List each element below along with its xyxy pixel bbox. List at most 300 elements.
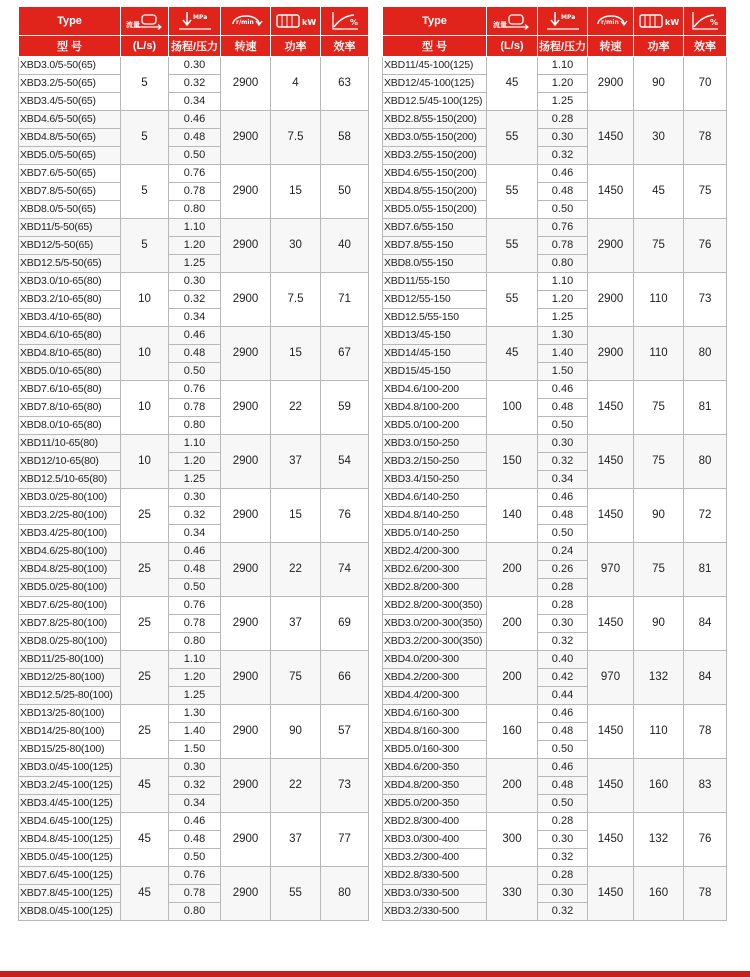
type-header: Type: [383, 7, 487, 36]
head-pressure-cell: 0.76: [169, 867, 221, 885]
head-pressure-cell: 0.46: [538, 381, 588, 399]
model-cell: XBD4.8/200-350: [383, 777, 487, 795]
pump-spec-table-right: [382, 6, 727, 921]
head-pressure-cell: 0.50: [169, 579, 221, 597]
model-cell: XBD3.2/150-250: [383, 453, 487, 471]
speed-cell: 970: [588, 651, 634, 705]
power-cell: 75: [634, 219, 684, 273]
efficiency-cell: 78: [684, 867, 727, 921]
table-row: [383, 219, 727, 237]
flow-label: 流量: [125, 21, 140, 29]
model-cell: XBD3.2/330-500: [383, 903, 487, 921]
model-cell: XBD2.8/300-400: [383, 813, 487, 831]
bottom-red-bar: [0, 971, 750, 977]
head-pressure-cell: 0.34: [169, 525, 221, 543]
flow-cell: 25: [121, 543, 169, 597]
power-cell: 37: [271, 435, 321, 489]
model-cell: XBD12.5/45-100(125): [383, 93, 487, 111]
model-cell: XBD3.0/150-250: [383, 435, 487, 453]
table-row: [383, 705, 727, 723]
speed-cell: 2900: [221, 165, 271, 219]
head-pressure-cell: 0.48: [538, 723, 588, 741]
table-row: [383, 273, 727, 291]
flow-cell: 200: [487, 651, 538, 705]
power-cell: 15: [271, 165, 321, 219]
flow-cell: 5: [121, 57, 169, 111]
speed-cell: 2900: [221, 543, 271, 597]
model-cell: XBD12/55-150: [383, 291, 487, 309]
power-cell: 37: [271, 597, 321, 651]
flow-cell: 55: [487, 219, 538, 273]
model-cell: XBD13/25-80(100): [19, 705, 121, 723]
table-row: [383, 867, 727, 885]
model-cell: XBD5.0/200-350: [383, 795, 487, 813]
power-cell: 22: [271, 543, 321, 597]
flow-cell: 25: [121, 489, 169, 543]
model-cell: XBD8.0/5-50(65): [19, 201, 121, 219]
head-pressure-cell: 1.40: [169, 723, 221, 741]
model-cell: XBD3.4/150-250: [383, 471, 487, 489]
flow-cell: 300: [487, 813, 538, 867]
model-cell: XBD8.0/45-100(125): [19, 903, 121, 921]
speed-cell: 2900: [588, 57, 634, 111]
head-pressure-cell: 0.80: [169, 417, 221, 435]
flow-cell: 10: [121, 435, 169, 489]
table-row: [383, 489, 727, 507]
flow-cell: 5: [121, 111, 169, 165]
head-pressure-cell: 0.80: [538, 255, 588, 273]
table-row: [19, 489, 369, 507]
head-pressure-cell: 0.34: [538, 471, 588, 489]
head-header: 扬程/压力: [538, 36, 588, 57]
head-pressure-cell: 1.10: [169, 435, 221, 453]
flow-cell: 5: [121, 219, 169, 273]
model-cell: XBD7.8/55-150: [383, 237, 487, 255]
model-cell: XBD4.8/140-250: [383, 507, 487, 525]
model-cell: XBD12.5/10-65(80): [19, 471, 121, 489]
head-pressure-cell: 0.32: [538, 453, 588, 471]
model-cell: XBD3.0/200-300(350): [383, 615, 487, 633]
table-row: [19, 327, 369, 345]
speed-cell: 2900: [221, 381, 271, 435]
efficiency-cell: 80: [684, 435, 727, 489]
model-cell: XBD5.0/10-65(80): [19, 363, 121, 381]
head-pressure-cell: 1.25: [538, 93, 588, 111]
top-edge: [0, 0, 750, 1]
efficiency-icon-header: [684, 7, 727, 36]
power-cell: 75: [634, 381, 684, 435]
speed-cell: 2900: [221, 597, 271, 651]
head-pressure-cell: 0.46: [538, 165, 588, 183]
head-pressure-cell: 0.44: [538, 687, 588, 705]
power-cell: 110: [634, 327, 684, 381]
efficiency-cell: 84: [684, 597, 727, 651]
efficiency-unit-label: %: [349, 18, 358, 27]
model-cell: XBD4.8/55-150(200): [383, 183, 487, 201]
head-pressure-cell: 0.50: [538, 741, 588, 759]
model-cell: XBD3.0/10-65(80): [19, 273, 121, 291]
head-pressure-cell: 0.32: [538, 903, 588, 921]
model-cell: XBD2.8/200-300(350): [383, 597, 487, 615]
model-cell: XBD8.0/55-150: [383, 255, 487, 273]
efficiency-cell: 73: [321, 759, 369, 813]
flow-cell: 25: [121, 597, 169, 651]
efficiency-cell: 84: [684, 651, 727, 705]
model-cell: XBD3.2/5-50(65): [19, 75, 121, 93]
table-row: [19, 57, 369, 75]
power-icon-header: [271, 7, 321, 36]
model-cell: XBD11/45-100(125): [383, 57, 487, 75]
table-row: [383, 435, 727, 453]
model-cell: XBD5.0/160-300: [383, 741, 487, 759]
efficiency-cell: 54: [321, 435, 369, 489]
model-cell: XBD3.4/25-80(100): [19, 525, 121, 543]
table-row: [383, 813, 727, 831]
power-icon-header: [634, 7, 684, 36]
power-cell: 37: [271, 813, 321, 867]
model-cell: XBD5.0/45-100(125): [19, 849, 121, 867]
model-cell: XBD4.4/200-300: [383, 687, 487, 705]
model-cell: XBD4.8/25-80(100): [19, 561, 121, 579]
table-row: [19, 705, 369, 723]
pressure-unit-label: MPa: [192, 14, 207, 21]
model-cell: XBD4.8/100-200: [383, 399, 487, 417]
efficiency-cell: 71: [321, 273, 369, 327]
head-pressure-cell: 0.76: [169, 165, 221, 183]
efficiency-unit-label: %: [710, 18, 719, 27]
head-pressure-cell: 1.20: [169, 453, 221, 471]
head-pressure-cell: 0.28: [538, 597, 588, 615]
flow-cell: 25: [121, 705, 169, 759]
table-row: [19, 165, 369, 183]
flow-icon-header: [487, 7, 538, 36]
head-pressure-cell: 0.80: [169, 633, 221, 651]
power-cell: 90: [634, 57, 684, 111]
model-cell: XBD3.4/45-100(125): [19, 795, 121, 813]
efficiency-cell: 81: [684, 381, 727, 435]
table-row: [19, 867, 369, 885]
head-pressure-cell: 0.46: [169, 543, 221, 561]
model-cell: XBD4.2/200-300: [383, 669, 487, 687]
head-pressure-cell: 0.46: [538, 759, 588, 777]
efficiency-cell: 77: [321, 813, 369, 867]
table-row: [19, 597, 369, 615]
speed-icon-header: [221, 7, 271, 36]
head-pressure-cell: 1.10: [169, 651, 221, 669]
head-pressure-cell: 0.46: [169, 327, 221, 345]
efficiency-header: 效率: [684, 36, 727, 57]
head-pressure-cell: 1.40: [538, 345, 588, 363]
efficiency-cell: 75: [684, 165, 727, 219]
speed-cell: 2900: [221, 759, 271, 813]
head-pressure-cell: 0.48: [169, 129, 221, 147]
model-cell: XBD3.4/10-65(80): [19, 309, 121, 327]
head-pressure-cell: 0.34: [169, 309, 221, 327]
head-pressure-cell: 0.30: [538, 831, 588, 849]
model-cell: XBD7.8/45-100(125): [19, 885, 121, 903]
power-cell: 110: [634, 273, 684, 327]
model-cell: XBD12/45-100(125): [383, 75, 487, 93]
speed-cell: 2900: [221, 273, 271, 327]
model-cell: XBD4.8/160-300: [383, 723, 487, 741]
head-pressure-cell: 0.32: [169, 291, 221, 309]
head-pressure-cell: 0.46: [538, 489, 588, 507]
head-pressure-cell: 0.28: [538, 813, 588, 831]
model-cell: XBD12.5/5-50(65): [19, 255, 121, 273]
flow-cell: 5: [121, 165, 169, 219]
model-cell: XBD7.6/5-50(65): [19, 165, 121, 183]
head-pressure-cell: 0.76: [169, 597, 221, 615]
head-pressure-cell: 0.76: [538, 219, 588, 237]
model-cell: XBD12/10-65(80): [19, 453, 121, 471]
head-pressure-cell: 0.50: [538, 201, 588, 219]
model-cell: XBD15/25-80(100): [19, 741, 121, 759]
head-pressure-cell: 0.78: [169, 885, 221, 903]
speed-cell: 2900: [221, 651, 271, 705]
model-cell: XBD8.0/10-65(80): [19, 417, 121, 435]
head-pressure-cell: 0.48: [169, 345, 221, 363]
head-pressure-cell: 0.32: [538, 147, 588, 165]
model-cell: XBD3.0/300-400: [383, 831, 487, 849]
speed-cell: 2900: [221, 435, 271, 489]
table-row: [383, 57, 727, 75]
head-pressure-cell: 0.76: [169, 381, 221, 399]
model-cell: XBD4.8/10-65(80): [19, 345, 121, 363]
head-pressure-cell: 0.80: [169, 201, 221, 219]
head-pressure-cell: 0.34: [169, 93, 221, 111]
power-cell: 30: [634, 111, 684, 165]
head-pressure-cell: 0.78: [169, 183, 221, 201]
pump-spec-table-left: [18, 6, 369, 921]
head-pressure-cell: 0.46: [538, 705, 588, 723]
model-cell: XBD5.0/25-80(100): [19, 579, 121, 597]
model-cell: XBD2.8/55-150(200): [383, 111, 487, 129]
speed-icon-header: [588, 7, 634, 36]
head-pressure-cell: 0.30: [538, 129, 588, 147]
pressure-icon-header: [538, 7, 588, 36]
speed-cell: 1450: [588, 489, 634, 543]
head-pressure-cell: 0.30: [538, 435, 588, 453]
model-cell: XBD5.0/55-150(200): [383, 201, 487, 219]
speed-cell: 2900: [221, 867, 271, 921]
speed-cell: 1450: [588, 597, 634, 651]
head-pressure-cell: 1.10: [538, 273, 588, 291]
head-pressure-cell: 0.26: [538, 561, 588, 579]
efficiency-cell: 78: [684, 705, 727, 759]
head-pressure-cell: 1.10: [169, 219, 221, 237]
speed-cell: 2900: [221, 111, 271, 165]
efficiency-curve-icon: [688, 10, 722, 32]
table-row: [19, 759, 369, 777]
head-pressure-cell: 0.32: [169, 507, 221, 525]
power-header: 功率: [271, 36, 321, 57]
head-pressure-cell: 0.48: [169, 831, 221, 849]
head-pressure-cell: 1.20: [538, 291, 588, 309]
power-cell: 132: [634, 651, 684, 705]
flow-cell: 100: [487, 381, 538, 435]
efficiency-cell: 66: [321, 651, 369, 705]
head-header: 扬程/压力: [169, 36, 221, 57]
head-pressure-cell: 0.30: [169, 273, 221, 291]
efficiency-cell: 58: [321, 111, 369, 165]
power-cell: 90: [634, 489, 684, 543]
model-cell: XBD7.8/5-50(65): [19, 183, 121, 201]
head-pressure-cell: 0.46: [169, 111, 221, 129]
flow-unit-header: (L/s): [121, 36, 169, 57]
motor-icon: [274, 10, 318, 32]
power-cell: 90: [634, 597, 684, 651]
model-cell: XBD3.4/5-50(65): [19, 93, 121, 111]
head-pressure-cell: 0.50: [169, 147, 221, 165]
flow-cell: 10: [121, 273, 169, 327]
efficiency-cell: 80: [684, 327, 727, 381]
head-pressure-cell: 0.28: [538, 579, 588, 597]
efficiency-cell: 72: [684, 489, 727, 543]
flow-meter-icon: [492, 11, 532, 31]
flow-cell: 330: [487, 867, 538, 921]
model-cell: XBD12/5-50(65): [19, 237, 121, 255]
speed-unit-label: r/min: [600, 19, 619, 26]
flow-cell: 45: [487, 57, 538, 111]
power-cell: 55: [271, 867, 321, 921]
efficiency-cell: 59: [321, 381, 369, 435]
table-row: [19, 813, 369, 831]
head-pressure-cell: 0.48: [538, 399, 588, 417]
head-pressure-cell: 1.20: [538, 75, 588, 93]
table-row: [383, 759, 727, 777]
head-pressure-cell: 0.46: [169, 813, 221, 831]
speed-cell: 1450: [588, 165, 634, 219]
speed-cell: 2900: [221, 219, 271, 273]
model-cell: XBD7.6/25-80(100): [19, 597, 121, 615]
efficiency-cell: 70: [684, 57, 727, 111]
model-cell: XBD7.6/45-100(125): [19, 867, 121, 885]
table-row: [19, 543, 369, 561]
head-pressure-cell: 0.78: [169, 615, 221, 633]
flow-cell: 200: [487, 543, 538, 597]
model-cell: XBD4.6/25-80(100): [19, 543, 121, 561]
model-cell: XBD14/25-80(100): [19, 723, 121, 741]
power-cell: 75: [271, 651, 321, 705]
table-row: [383, 111, 727, 129]
table-body-left: [19, 57, 369, 921]
model-cell: XBD4.6/10-65(80): [19, 327, 121, 345]
head-pressure-cell: 0.42: [538, 669, 588, 687]
efficiency-cell: 76: [684, 813, 727, 867]
model-cell: XBD3.2/45-100(125): [19, 777, 121, 795]
flow-cell: 45: [121, 867, 169, 921]
efficiency-cell: 69: [321, 597, 369, 651]
power-unit-label: kW: [664, 18, 679, 27]
head-pressure-cell: 0.32: [169, 777, 221, 795]
head-pressure-cell: 1.25: [169, 471, 221, 489]
flow-cell: 45: [487, 327, 538, 381]
table-row: [19, 381, 369, 399]
model-cell: XBD7.6/55-150: [383, 219, 487, 237]
power-cell: 22: [271, 759, 321, 813]
speed-cell: 2900: [221, 705, 271, 759]
pressure-arrow-icon: [543, 10, 583, 32]
model-cell: XBD3.2/200-300(350): [383, 633, 487, 651]
head-pressure-cell: 1.20: [169, 237, 221, 255]
model-cell: XBD4.8/45-100(125): [19, 831, 121, 849]
efficiency-icon-header: [321, 7, 369, 36]
model-cell: XBD3.0/330-500: [383, 885, 487, 903]
head-pressure-cell: 0.48: [169, 561, 221, 579]
speed-cell: 1450: [588, 381, 634, 435]
efficiency-cell: 57: [321, 705, 369, 759]
power-cell: 7.5: [271, 273, 321, 327]
efficiency-header: 效率: [321, 36, 369, 57]
flow-cell: 55: [487, 165, 538, 219]
power-cell: 160: [634, 759, 684, 813]
speed-cell: 2900: [221, 57, 271, 111]
efficiency-curve-icon: [328, 10, 362, 32]
model-header: 型 号: [19, 36, 121, 57]
table-row: [383, 327, 727, 345]
table-row: [19, 435, 369, 453]
speed-cell: 2900: [588, 219, 634, 273]
model-cell: XBD4.6/140-250: [383, 489, 487, 507]
flow-cell: 150: [487, 435, 538, 489]
head-pressure-cell: 0.50: [169, 849, 221, 867]
model-cell: XBD7.6/10-65(80): [19, 381, 121, 399]
model-cell: XBD3.0/45-100(125): [19, 759, 121, 777]
model-cell: XBD11/10-65(80): [19, 435, 121, 453]
power-cell: 15: [271, 489, 321, 543]
model-cell: XBD4.0/200-300: [383, 651, 487, 669]
power-cell: 75: [634, 543, 684, 597]
flow-cell: 10: [121, 327, 169, 381]
table-row: [383, 165, 727, 183]
head-pressure-cell: 0.50: [538, 417, 588, 435]
flow-cell: 140: [487, 489, 538, 543]
head-pressure-cell: 0.30: [169, 57, 221, 75]
head-pressure-cell: 1.10: [538, 57, 588, 75]
speed-cell: 1450: [588, 867, 634, 921]
model-cell: XBD3.2/300-400: [383, 849, 487, 867]
model-cell: XBD4.6/5-50(65): [19, 111, 121, 129]
head-pressure-cell: 0.28: [538, 111, 588, 129]
efficiency-cell: 76: [684, 219, 727, 273]
model-cell: XBD5.0/5-50(65): [19, 147, 121, 165]
model-cell: XBD5.0/140-250: [383, 525, 487, 543]
efficiency-cell: 63: [321, 57, 369, 111]
power-cell: 75: [634, 435, 684, 489]
model-cell: XBD4.6/160-300: [383, 705, 487, 723]
power-header: 功率: [634, 36, 684, 57]
power-cell: 30: [271, 219, 321, 273]
head-pressure-cell: 1.30: [538, 327, 588, 345]
flow-icon-header: [121, 7, 169, 36]
motor-icon: [637, 10, 681, 32]
model-cell: XBD4.6/200-350: [383, 759, 487, 777]
power-cell: 90: [271, 705, 321, 759]
efficiency-cell: 67: [321, 327, 369, 381]
flow-cell: 200: [487, 759, 538, 813]
table-row: [383, 651, 727, 669]
head-pressure-cell: 1.25: [169, 255, 221, 273]
model-cell: XBD2.8/330-500: [383, 867, 487, 885]
speed-header: 转速: [588, 36, 634, 57]
model-cell: XBD4.6/55-150(200): [383, 165, 487, 183]
table-row: [383, 381, 727, 399]
head-pressure-cell: 0.78: [169, 399, 221, 417]
head-pressure-cell: 0.32: [169, 75, 221, 93]
model-cell: XBD8.0/25-80(100): [19, 633, 121, 651]
rotation-speed-icon: [228, 10, 264, 32]
head-pressure-cell: 1.20: [169, 669, 221, 687]
